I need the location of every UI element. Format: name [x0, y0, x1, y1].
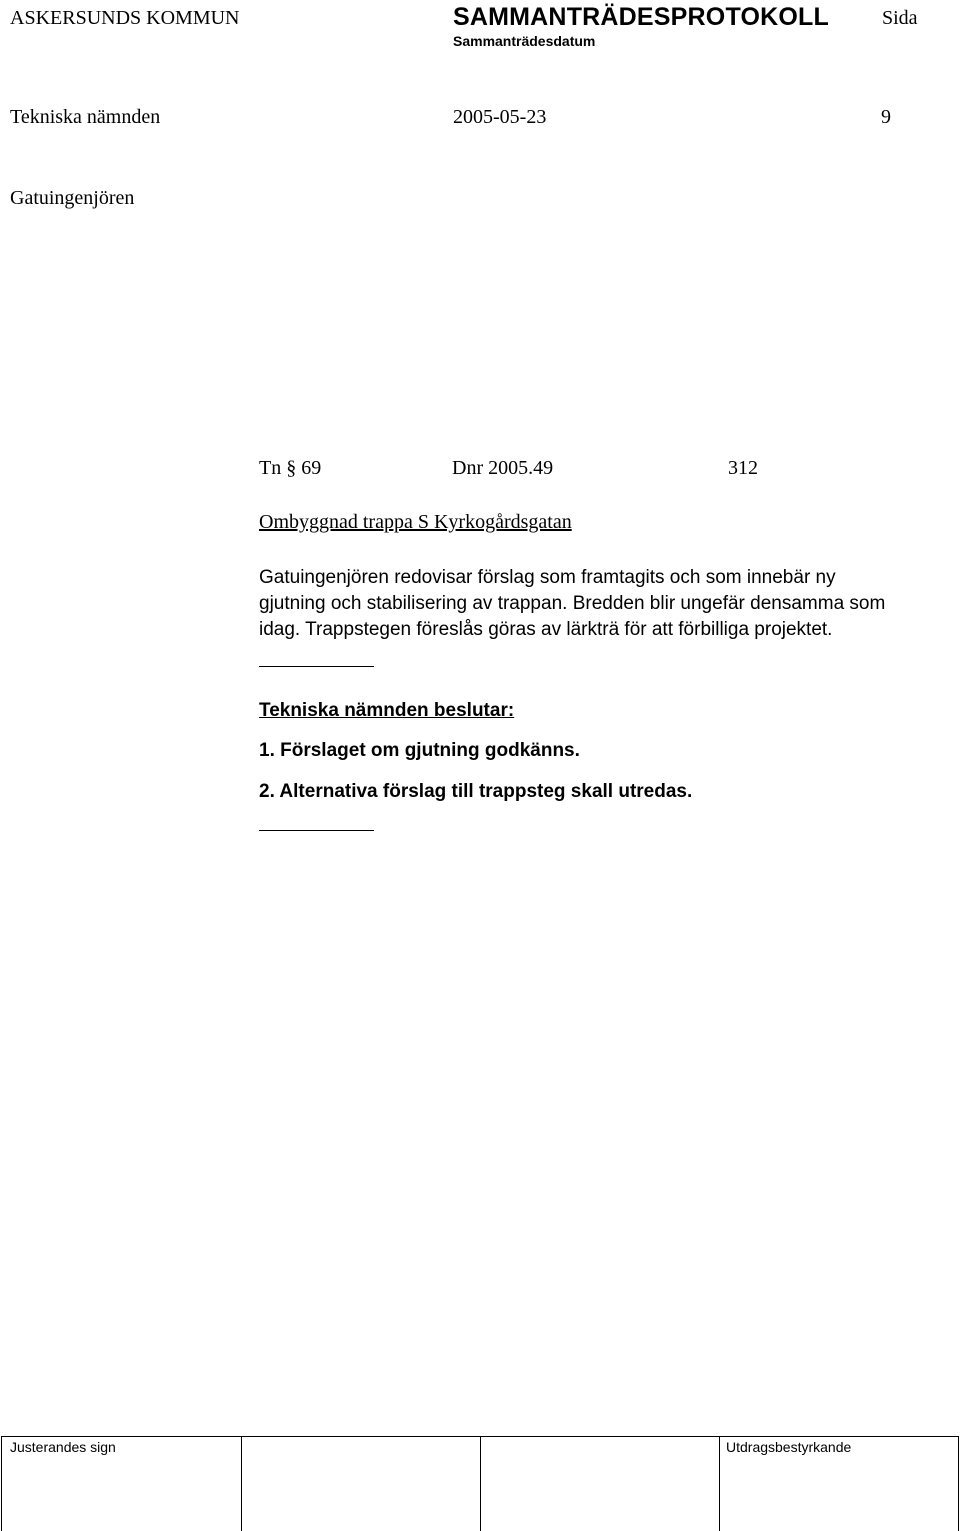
separator-line: [259, 666, 374, 667]
sign-label: Justerandes sign: [10, 1439, 116, 1455]
classification-code: 312: [728, 457, 758, 479]
excerpt-label: Utdragsbestyrkande: [726, 1439, 852, 1455]
municipality-name: ASKERSUNDS KOMMUN: [10, 7, 240, 29]
separator-line: [259, 830, 374, 831]
item-body: [259, 565, 885, 643]
decision-heading: Tekniska nämnden beslutar:: [259, 700, 515, 721]
sign-cell: [241, 1437, 481, 1531]
decision-item: 1. Förslaget om gjutning godkänns.: [259, 740, 580, 761]
section-symbol: §: [286, 457, 297, 479]
item-reference: [259, 457, 321, 480]
presenter: Gatuingenjören: [10, 187, 135, 209]
reference-prefix: Tn: [259, 457, 282, 479]
sign-cell: [2, 1437, 242, 1531]
page-label: Sida: [882, 7, 918, 29]
reference-number: 69: [301, 457, 322, 479]
diary-number: Dnr 2005.49: [452, 457, 554, 479]
decision-item: 2. Alternativa förslag till trappsteg skall utredas.: [259, 781, 693, 802]
meeting-date-label: Sammanträdesdatum: [453, 33, 596, 49]
page-number: 9: [881, 106, 891, 128]
item-heading: Ombyggnad trappa S Kyrkogårdsgatan: [259, 511, 572, 533]
committee-name: Tekniska nämnden: [10, 106, 161, 128]
sign-cell: [480, 1437, 720, 1531]
meeting-date: 2005-05-23: [453, 106, 547, 128]
body-line: idag. Trappstegen föreslås göras av lärkträ för att förbilliga projektet.: [259, 619, 833, 640]
body-line: gjutning och stabilisering av trappan. Bredden blir ungefär densamma som: [259, 593, 886, 614]
document-type-title: SAMMANTRÄDESPROTOKOLL: [453, 3, 829, 31]
signature-table: [1, 1436, 959, 1531]
body-line: Gatuingenjören redovisar förslag som framtagits och som innebär ny: [259, 567, 836, 588]
excerpt-cell: [719, 1437, 959, 1531]
